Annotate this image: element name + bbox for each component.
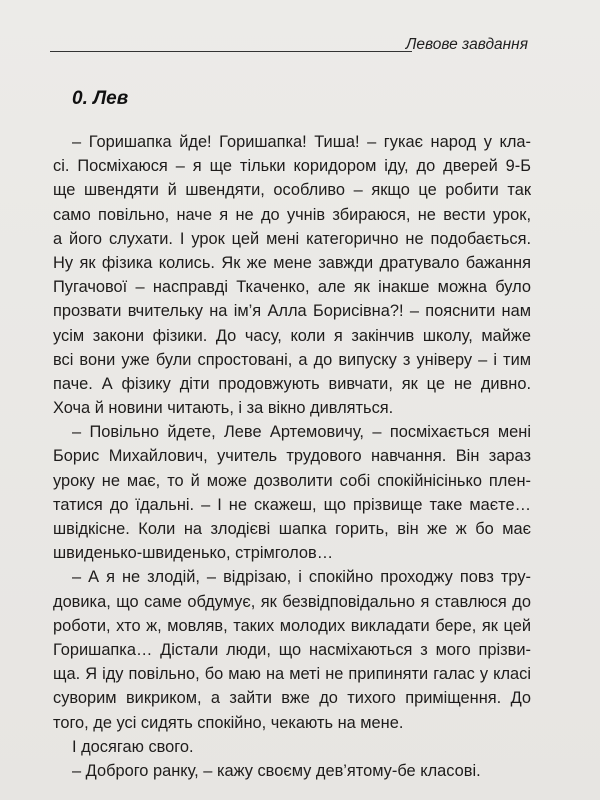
text-line: само повільно, наче я не до учнів збираюся, не вести урок, <box>53 205 531 224</box>
text-line: прозвати вчительку на ім’я Алла Борисівна?! – пояснити нам <box>53 302 531 321</box>
text-line: Хоча й новини читають, і за вікно дивляться. <box>53 399 394 418</box>
header-rule <box>50 51 412 52</box>
text-line: – А я не злодій, – відрізаю, і спокійно проходжу повз тру- <box>72 568 531 587</box>
text-line: Ну як фізика колись. Як же мене завжди дратувало бажання <box>53 253 531 272</box>
text-line: ще швендяти й швендяти, особливо – якщо це робити так <box>53 181 531 200</box>
text-line: того, де усі сидять спокійно, чекають на мене. <box>53 713 404 732</box>
text-line: – Доброго ранку, – кажу своєму дев’ятому-бе класові. <box>72 761 481 780</box>
text-line: І досягаю свого. <box>72 737 194 756</box>
text-line: Пугачової – насправді Ткаченко, але як інакше можна було <box>53 278 531 297</box>
running-header <box>50 36 528 56</box>
text-line: Борис Михайлович, учитель трудового навчання. Він зараз <box>53 447 531 466</box>
text-line: всі вони уже були спростовані, а до випуску з універу – і тим <box>53 350 531 369</box>
text-line: швиденько-швиденько, стрімголов… <box>53 544 334 563</box>
text-line: а його слухати. І урок цей мені категорично не подобається. <box>53 229 531 248</box>
text-line: сі. Посміхаюся – я ще тільки коридором іду, до дверей 9-Б <box>53 157 531 176</box>
text-line: швідкісне. Коли на злодієві шапка горить, він же ж бо має <box>53 520 531 538</box>
text-line: – Повільно йдете, Леве Артемовичу, – посміхається мені <box>72 423 531 442</box>
text-line: татися до їдальні. – І не скажеш, що прізвище таке маєте… <box>53 495 531 514</box>
text-line: – Горишапка йде! Горишапка! Тиша! – гукає народ у кла- <box>72 133 531 151</box>
chapter-body <box>53 130 531 783</box>
chapter-title: 0. Лев <box>72 88 129 109</box>
text-line: Горишапка… Дістали люди, що насміхаються з мого прізви- <box>53 640 531 659</box>
running-title: Левове завдання <box>405 36 528 53</box>
text-line: суворим викриком, а зайти вже до тихого приміщення. До <box>53 689 531 708</box>
text-line: довика, що саме обдумує, як безвідповідально я ставлюся до <box>53 592 531 611</box>
text-line: паче. А фізику діти продовжують вивчати, як це не дивно. <box>53 374 531 393</box>
text-line: ща. Я іду повільно, бо маю на меті не припиняти галас у класі <box>53 665 531 684</box>
text-line: роботи, хто ж, мовляв, таких молодих викладати бере, як цей <box>53 616 531 635</box>
text-line: усім закони фізики. До часу, коли я закінчив школу, майже <box>53 326 531 345</box>
text-line: уроку не має, то й може дозволити собі спокійнісінько плен- <box>53 471 531 490</box>
